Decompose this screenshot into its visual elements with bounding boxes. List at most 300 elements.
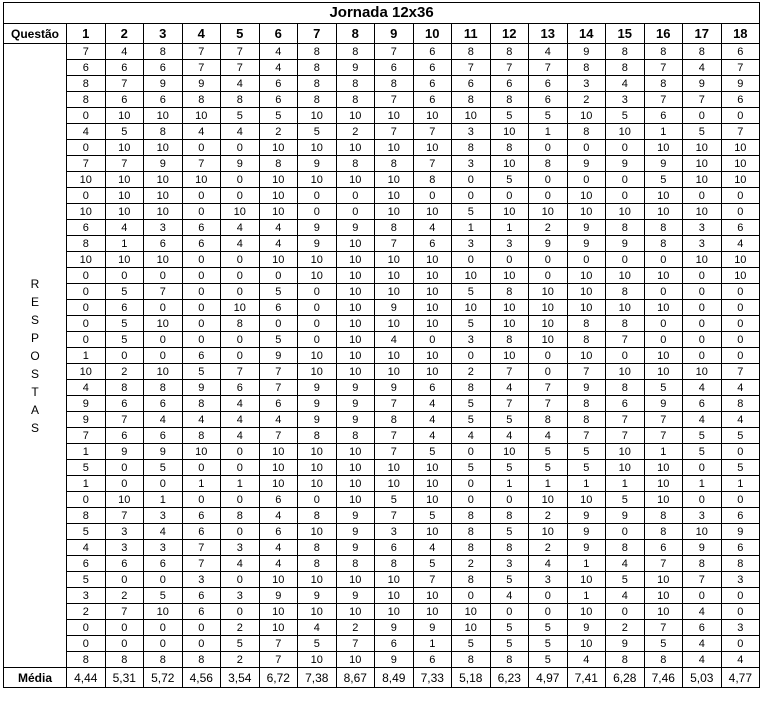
response-cell: 0: [221, 252, 260, 268]
response-cell: 10: [413, 300, 452, 316]
response-cell: 8: [375, 412, 414, 428]
response-cell: 0: [683, 332, 722, 348]
response-cell: 0: [606, 140, 645, 156]
response-cell: 10: [413, 460, 452, 476]
response-cell: 5: [298, 636, 337, 652]
response-cell: 8: [375, 76, 414, 92]
response-cell: 7: [375, 44, 414, 60]
question-number: 1: [67, 24, 106, 44]
response-cell: 0: [452, 588, 491, 604]
side-label-letter: E: [30, 294, 39, 309]
response-cell: 0: [105, 476, 144, 492]
response-cell: 6: [144, 92, 183, 108]
side-label-letter: A: [30, 402, 39, 417]
response-cell: 7: [644, 412, 683, 428]
response-cell: 6: [529, 76, 568, 92]
response-cell: 1: [490, 220, 529, 236]
response-cell: 6: [67, 220, 106, 236]
response-cell: 6: [144, 396, 183, 412]
response-cell: 5: [105, 124, 144, 140]
response-cell: 6: [67, 556, 106, 572]
response-cell: 4: [683, 380, 722, 396]
response-cell: 5: [490, 620, 529, 636]
response-cell: 6: [683, 396, 722, 412]
table-row: [4, 92, 760, 108]
response-cell: 0: [67, 300, 106, 316]
response-cell: 10: [567, 108, 606, 124]
response-cell: 4: [259, 412, 298, 428]
response-cell: 3: [721, 620, 760, 636]
response-cell: 7: [683, 572, 722, 588]
response-cell: 6: [105, 92, 144, 108]
response-cell: 10: [606, 300, 645, 316]
response-cell: 7: [375, 428, 414, 444]
response-cell: 10: [567, 188, 606, 204]
response-cell: 0: [67, 188, 106, 204]
table-row: [4, 188, 760, 204]
response-cell: 6: [529, 92, 568, 108]
response-cell: 7: [182, 556, 221, 572]
response-cell: 10: [259, 204, 298, 220]
response-cell: 8: [721, 396, 760, 412]
response-cell: 3: [606, 92, 645, 108]
response-cell: 8: [567, 412, 606, 428]
response-cell: 10: [144, 252, 183, 268]
table-row: [4, 284, 760, 300]
average-cell: 3,54: [221, 668, 260, 688]
response-cell: 10: [105, 252, 144, 268]
response-cell: 8: [490, 652, 529, 668]
response-cell: 9: [67, 396, 106, 412]
response-cell: 10: [336, 332, 375, 348]
response-cell: 0: [221, 140, 260, 156]
responses-table: [3, 2, 760, 688]
response-cell: 9: [567, 44, 606, 60]
response-cell: 8: [452, 44, 491, 60]
response-cell: 10: [413, 108, 452, 124]
response-cell: 0: [683, 188, 722, 204]
response-cell: 5: [413, 508, 452, 524]
response-cell: 4: [259, 508, 298, 524]
response-cell: 0: [67, 636, 106, 652]
response-cell: 8: [336, 556, 375, 572]
response-cell: 9: [567, 620, 606, 636]
table-title: Jornada 12x36: [4, 3, 760, 24]
response-cell: 8: [606, 652, 645, 668]
response-cell: 0: [67, 284, 106, 300]
response-cell: 5: [490, 412, 529, 428]
response-cell: 8: [644, 652, 683, 668]
response-cell: 4: [259, 44, 298, 60]
response-cell: 7: [644, 556, 683, 572]
response-cell: 10: [413, 364, 452, 380]
response-cell: 0: [221, 524, 260, 540]
response-cell: 8: [452, 572, 491, 588]
response-cell: 7: [182, 60, 221, 76]
response-cell: 8: [644, 524, 683, 540]
side-label-letter: S: [30, 420, 39, 435]
response-cell: 7: [567, 428, 606, 444]
question-number: 16: [644, 24, 683, 44]
response-cell: 7: [105, 76, 144, 92]
spreadsheet: [3, 2, 760, 688]
response-cell: 0: [144, 620, 183, 636]
response-cell: 10: [298, 604, 337, 620]
response-cell: 0: [644, 284, 683, 300]
response-cell: 10: [259, 444, 298, 460]
question-number: 14: [567, 24, 606, 44]
response-cell: 0: [567, 252, 606, 268]
response-cell: 7: [721, 124, 760, 140]
response-cell: 7: [721, 364, 760, 380]
response-cell: 0: [336, 204, 375, 220]
response-cell: 4: [683, 636, 722, 652]
response-cell: 4: [683, 412, 722, 428]
response-cell: 3: [452, 156, 491, 172]
response-cell: 9: [298, 236, 337, 252]
response-cell: 0: [144, 300, 183, 316]
response-cell: 4: [105, 44, 144, 60]
response-cell: 9: [721, 524, 760, 540]
table-row: [4, 172, 760, 188]
table-row: [4, 428, 760, 444]
response-cell: 0: [182, 332, 221, 348]
response-cell: 0: [490, 188, 529, 204]
response-cell: 5: [259, 284, 298, 300]
response-cell: 5: [721, 460, 760, 476]
response-cell: 9: [336, 508, 375, 524]
response-cell: 8: [606, 220, 645, 236]
response-cell: 0: [529, 588, 568, 604]
response-cell: 0: [182, 140, 221, 156]
response-cell: 7: [67, 428, 106, 444]
response-cell: 0: [182, 460, 221, 476]
response-cell: 0: [298, 492, 337, 508]
response-cell: 0: [67, 108, 106, 124]
response-cell: 10: [221, 204, 260, 220]
response-cell: 8: [259, 156, 298, 172]
average-cell: 4,97: [529, 668, 568, 688]
response-cell: 10: [413, 140, 452, 156]
response-cell: 10: [298, 172, 337, 188]
response-cell: 9: [221, 156, 260, 172]
response-cell: 10: [298, 444, 337, 460]
response-cell: 7: [413, 156, 452, 172]
response-cell: 8: [606, 316, 645, 332]
table-row: [4, 588, 760, 604]
response-cell: 4: [683, 604, 722, 620]
response-cell: 4: [221, 236, 260, 252]
response-cell: 10: [606, 444, 645, 460]
response-cell: 9: [567, 540, 606, 556]
response-cell: 0: [298, 188, 337, 204]
response-cell: 0: [683, 284, 722, 300]
response-cell: 0: [490, 604, 529, 620]
response-cell: 8: [606, 44, 645, 60]
response-cell: 8: [144, 44, 183, 60]
side-label-letter: S: [30, 312, 39, 327]
response-cell: 6: [105, 428, 144, 444]
response-cell: 0: [606, 348, 645, 364]
response-cell: 0: [336, 188, 375, 204]
response-cell: 8: [490, 44, 529, 60]
response-cell: 6: [452, 76, 491, 92]
response-cell: 0: [182, 284, 221, 300]
response-cell: 0: [144, 348, 183, 364]
response-cell: 6: [182, 604, 221, 620]
average-cell: 5,72: [144, 668, 183, 688]
response-cell: 1: [567, 588, 606, 604]
response-cell: 2: [105, 364, 144, 380]
response-cell: 7: [644, 92, 683, 108]
response-cell: 4: [413, 220, 452, 236]
response-cell: 9: [336, 396, 375, 412]
response-cell: 5: [606, 492, 645, 508]
response-cell: 6: [413, 380, 452, 396]
response-cell: 10: [413, 348, 452, 364]
response-cell: 10: [144, 140, 183, 156]
response-cell: 5: [259, 108, 298, 124]
response-cell: 6: [413, 652, 452, 668]
response-cell: 0: [683, 460, 722, 476]
response-cell: 10: [375, 348, 414, 364]
response-cell: 10: [644, 268, 683, 284]
question-number: 3: [144, 24, 183, 44]
response-cell: 1: [452, 220, 491, 236]
response-cell: 10: [490, 268, 529, 284]
response-cell: 0: [182, 300, 221, 316]
response-cell: 4: [105, 220, 144, 236]
response-cell: 1: [490, 476, 529, 492]
response-cell: 10: [182, 108, 221, 124]
side-label-letter: O: [30, 348, 40, 363]
response-cell: 10: [413, 252, 452, 268]
response-cell: 8: [105, 380, 144, 396]
response-cell: 0: [182, 316, 221, 332]
response-cell: 0: [452, 444, 491, 460]
response-cell: 9: [182, 380, 221, 396]
response-cell: 10: [567, 204, 606, 220]
response-cell: 10: [567, 348, 606, 364]
response-cell: 10: [375, 172, 414, 188]
response-cell: 0: [683, 300, 722, 316]
response-cell: 4: [221, 556, 260, 572]
response-cell: 8: [644, 44, 683, 60]
response-cell: 8: [298, 44, 337, 60]
response-cell: 1: [413, 636, 452, 652]
response-cell: 2: [529, 220, 568, 236]
response-cell: 0: [221, 492, 260, 508]
response-cell: 9: [298, 220, 337, 236]
table-row: [4, 460, 760, 476]
response-cell: 7: [221, 364, 260, 380]
response-cell: 4: [259, 220, 298, 236]
response-cell: 4: [221, 412, 260, 428]
table-row: [4, 124, 760, 140]
response-cell: 10: [490, 204, 529, 220]
response-cell: 0: [67, 332, 106, 348]
response-cell: 9: [375, 620, 414, 636]
response-cell: 8: [67, 236, 106, 252]
response-cell: 8: [490, 332, 529, 348]
response-cell: 8: [644, 236, 683, 252]
response-cell: 7: [182, 540, 221, 556]
response-cell: 6: [606, 396, 645, 412]
response-cell: 7: [683, 92, 722, 108]
response-cell: 0: [67, 268, 106, 284]
response-cell: 4: [221, 396, 260, 412]
response-cell: 8: [567, 396, 606, 412]
response-cell: 7: [375, 396, 414, 412]
response-cell: 10: [721, 268, 760, 284]
response-cell: 4: [721, 236, 760, 252]
response-cell: 8: [644, 220, 683, 236]
response-cell: 3: [67, 588, 106, 604]
response-cell: 8: [298, 556, 337, 572]
response-cell: 4: [413, 428, 452, 444]
response-cell: 4: [182, 124, 221, 140]
response-cell: 8: [683, 44, 722, 60]
table-row: [4, 604, 760, 620]
response-cell: 10: [144, 108, 183, 124]
response-cell: 10: [490, 348, 529, 364]
response-cell: 8: [298, 92, 337, 108]
response-cell: 5: [490, 524, 529, 540]
response-cell: 0: [221, 172, 260, 188]
table-row: [4, 220, 760, 236]
response-cell: 10: [259, 460, 298, 476]
response-cell: 0: [721, 636, 760, 652]
average-cell: 5,18: [452, 668, 491, 688]
response-cell: 7: [490, 364, 529, 380]
average-cell: 4,77: [721, 668, 760, 688]
response-cell: 9: [298, 396, 337, 412]
response-cell: 7: [221, 44, 260, 60]
response-cell: 0: [490, 252, 529, 268]
response-cell: 7: [105, 508, 144, 524]
response-cell: 7: [182, 44, 221, 60]
response-cell: 2: [452, 364, 491, 380]
response-cell: 0: [606, 252, 645, 268]
response-cell: 5: [182, 364, 221, 380]
response-cell: 6: [413, 60, 452, 76]
response-cell: 5: [452, 396, 491, 412]
response-cell: 0: [721, 588, 760, 604]
response-cell: 9: [336, 412, 375, 428]
response-cell: 7: [375, 444, 414, 460]
response-cell: 10: [452, 108, 491, 124]
response-cell: 5: [606, 572, 645, 588]
response-cell: 0: [452, 492, 491, 508]
table-row: [4, 348, 760, 364]
response-cell: 8: [567, 316, 606, 332]
table-row: [4, 396, 760, 412]
response-cell: 3: [221, 540, 260, 556]
average-cell: 4,44: [67, 668, 106, 688]
response-cell: 3: [105, 524, 144, 540]
response-cell: 10: [336, 236, 375, 252]
response-cell: 6: [413, 44, 452, 60]
response-cell: 0: [683, 492, 722, 508]
response-cell: 10: [529, 316, 568, 332]
response-cell: 6: [144, 60, 183, 76]
response-cell: 5: [529, 652, 568, 668]
response-cell: 4: [567, 652, 606, 668]
response-cell: 0: [182, 188, 221, 204]
question-number: 17: [683, 24, 722, 44]
response-cell: 7: [221, 60, 260, 76]
response-cell: 10: [529, 204, 568, 220]
response-cell: 4: [221, 76, 260, 92]
response-cell: 5: [452, 204, 491, 220]
response-cell: 0: [105, 636, 144, 652]
response-cell: 10: [606, 460, 645, 476]
response-cell: 1: [182, 476, 221, 492]
response-cell: 8: [221, 92, 260, 108]
response-cell: 10: [606, 268, 645, 284]
table-row: [4, 444, 760, 460]
response-cell: 6: [721, 44, 760, 60]
response-cell: 1: [529, 476, 568, 492]
table-row: [4, 524, 760, 540]
table-row: [4, 140, 760, 156]
response-cell: 6: [182, 236, 221, 252]
response-cell: 9: [298, 412, 337, 428]
response-cell: 10: [644, 476, 683, 492]
response-cell: 4: [606, 588, 645, 604]
response-cell: 1: [683, 476, 722, 492]
response-cell: 2: [336, 620, 375, 636]
response-cell: 10: [721, 172, 760, 188]
response-cell: 6: [259, 524, 298, 540]
average-cell: 7,41: [567, 668, 606, 688]
response-cell: 5: [490, 108, 529, 124]
response-cell: 10: [683, 364, 722, 380]
response-cell: 0: [67, 316, 106, 332]
response-cell: 9: [644, 396, 683, 412]
response-cell: 10: [105, 172, 144, 188]
response-cell: 8: [336, 92, 375, 108]
response-cell: 7: [490, 60, 529, 76]
response-cell: 10: [413, 588, 452, 604]
response-cell: 2: [529, 540, 568, 556]
response-cell: 7: [529, 380, 568, 396]
response-cell: 2: [336, 124, 375, 140]
response-cell: 9: [336, 588, 375, 604]
table-row: [4, 508, 760, 524]
table-row: [4, 204, 760, 220]
response-cell: 8: [182, 652, 221, 668]
response-cell: 1: [606, 476, 645, 492]
response-cell: 3: [375, 524, 414, 540]
average-cell: 7,46: [644, 668, 683, 688]
response-cell: 5: [144, 588, 183, 604]
response-cell: 8: [336, 44, 375, 60]
response-cell: 6: [413, 92, 452, 108]
response-cell: 5: [413, 444, 452, 460]
response-cell: 8: [298, 60, 337, 76]
response-cell: 8: [490, 140, 529, 156]
response-cell: 10: [413, 268, 452, 284]
response-cell: 8: [298, 508, 337, 524]
response-cell: 3: [683, 220, 722, 236]
question-header-label: Questão: [4, 24, 67, 44]
question-number: 10: [413, 24, 452, 44]
response-cell: 5: [644, 172, 683, 188]
response-cell: 7: [259, 428, 298, 444]
response-cell: 10: [67, 204, 106, 220]
response-cell: 7: [529, 396, 568, 412]
